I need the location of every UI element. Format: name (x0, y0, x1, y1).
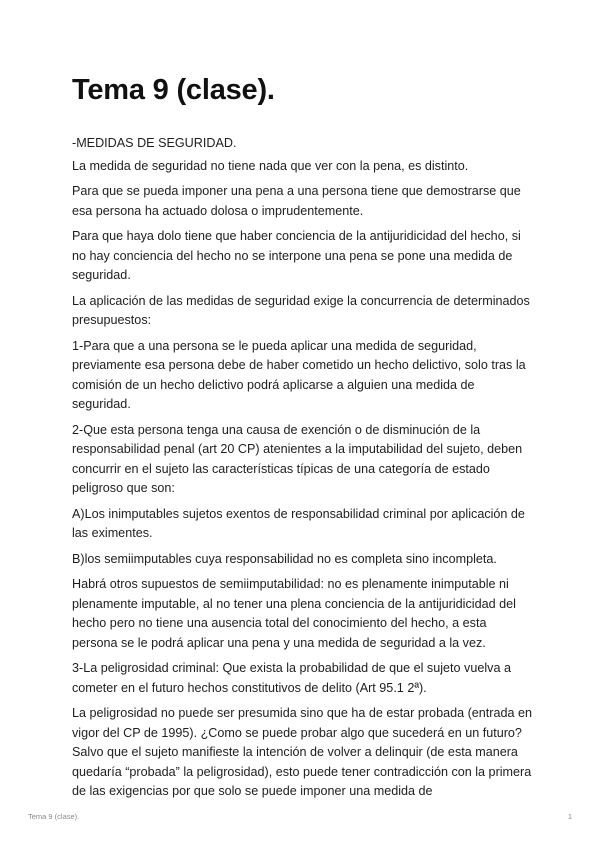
paragraph: La peligrosidad no puede ser presumida sino que ha de estar probada (entrada en vigor del CP de 1995). ¿Como se puede probar algo que sucederá en un futuro? Salvo que el sujeto manifieste la intención de volver a delinquir (de esta manera quedaría “probada” la peligrosidad), esto puede tener contradicción con la primera de las exigencias por que solo se puede imponer una medida de (72, 706, 532, 798)
footer-title: Tema 9 (clase). (28, 812, 80, 821)
paragraph: La aplicación de las medidas de seguridad exige la concurrencia de determinados presupuestos: (72, 293, 530, 327)
paragraph: 1-Para que a una persona se le pueda aplicar una medida de seguridad, previamente esa persona debe de haber cometido un hecho delictivo, solo tras la comisión de un hecho delictivo podrá aplicarse a alguien una medida de seguridad. (72, 338, 526, 411)
paragraph: A)Los inimputables sujetos exentos de responsabilidad criminal por aplicación de las eximentes. (72, 506, 525, 540)
paragraph: Para que se pueda imponer una pena a una persona tiene que demostrarse que esa persona ha actuado dolosa o imprudentemente. (72, 184, 521, 218)
document-body (72, 134, 534, 808)
paragraph: 2-Que esta persona tenga una causa de exención o de disminución de la responsabilidad penal (art 20 CP) atenientes a la imputabilidad del sujeto, deben concurrir en el sujeto las características típicas de una categoría de estado peligroso que son: (72, 422, 523, 495)
paragraph: La medida de seguridad no tiene nada que ver con la pena, es distinto. (72, 158, 469, 173)
section-heading: -MEDIDAS DE SEGURIDAD. (72, 136, 237, 150)
paragraph: Para que haya dolo tiene que haber conciencia de la antijuridicidad del hecho, si no hay conciencia del hecho no se interpone una pena se pone una medida de seguridad. (72, 229, 521, 282)
paragraph: 3-La peligrosidad criminal: Que exista la probabilidad de que el sujeto vuelva a cometer en el futuro hechos constitutivos de delito (Art 95.1 2ª). (72, 661, 511, 695)
footer-page-number: 1 (567, 812, 572, 821)
paragraph: Habrá otros supuestos de semiimputabilidad: no es plenamente inimputable ni plenamente imputable, al no tener una plena conciencia de la antijuridicidad del hecho pero no tiene una ausencia total del conocimiento del hecho, a esta persona se le podrá aplicar una pena y una medida de seguridad a la vez. (72, 577, 516, 650)
page-title: Tema 9 (clase). (72, 74, 275, 106)
paragraph: B)los semiimputables cuya responsabilidad no es completa sino incompleta. (72, 551, 497, 566)
